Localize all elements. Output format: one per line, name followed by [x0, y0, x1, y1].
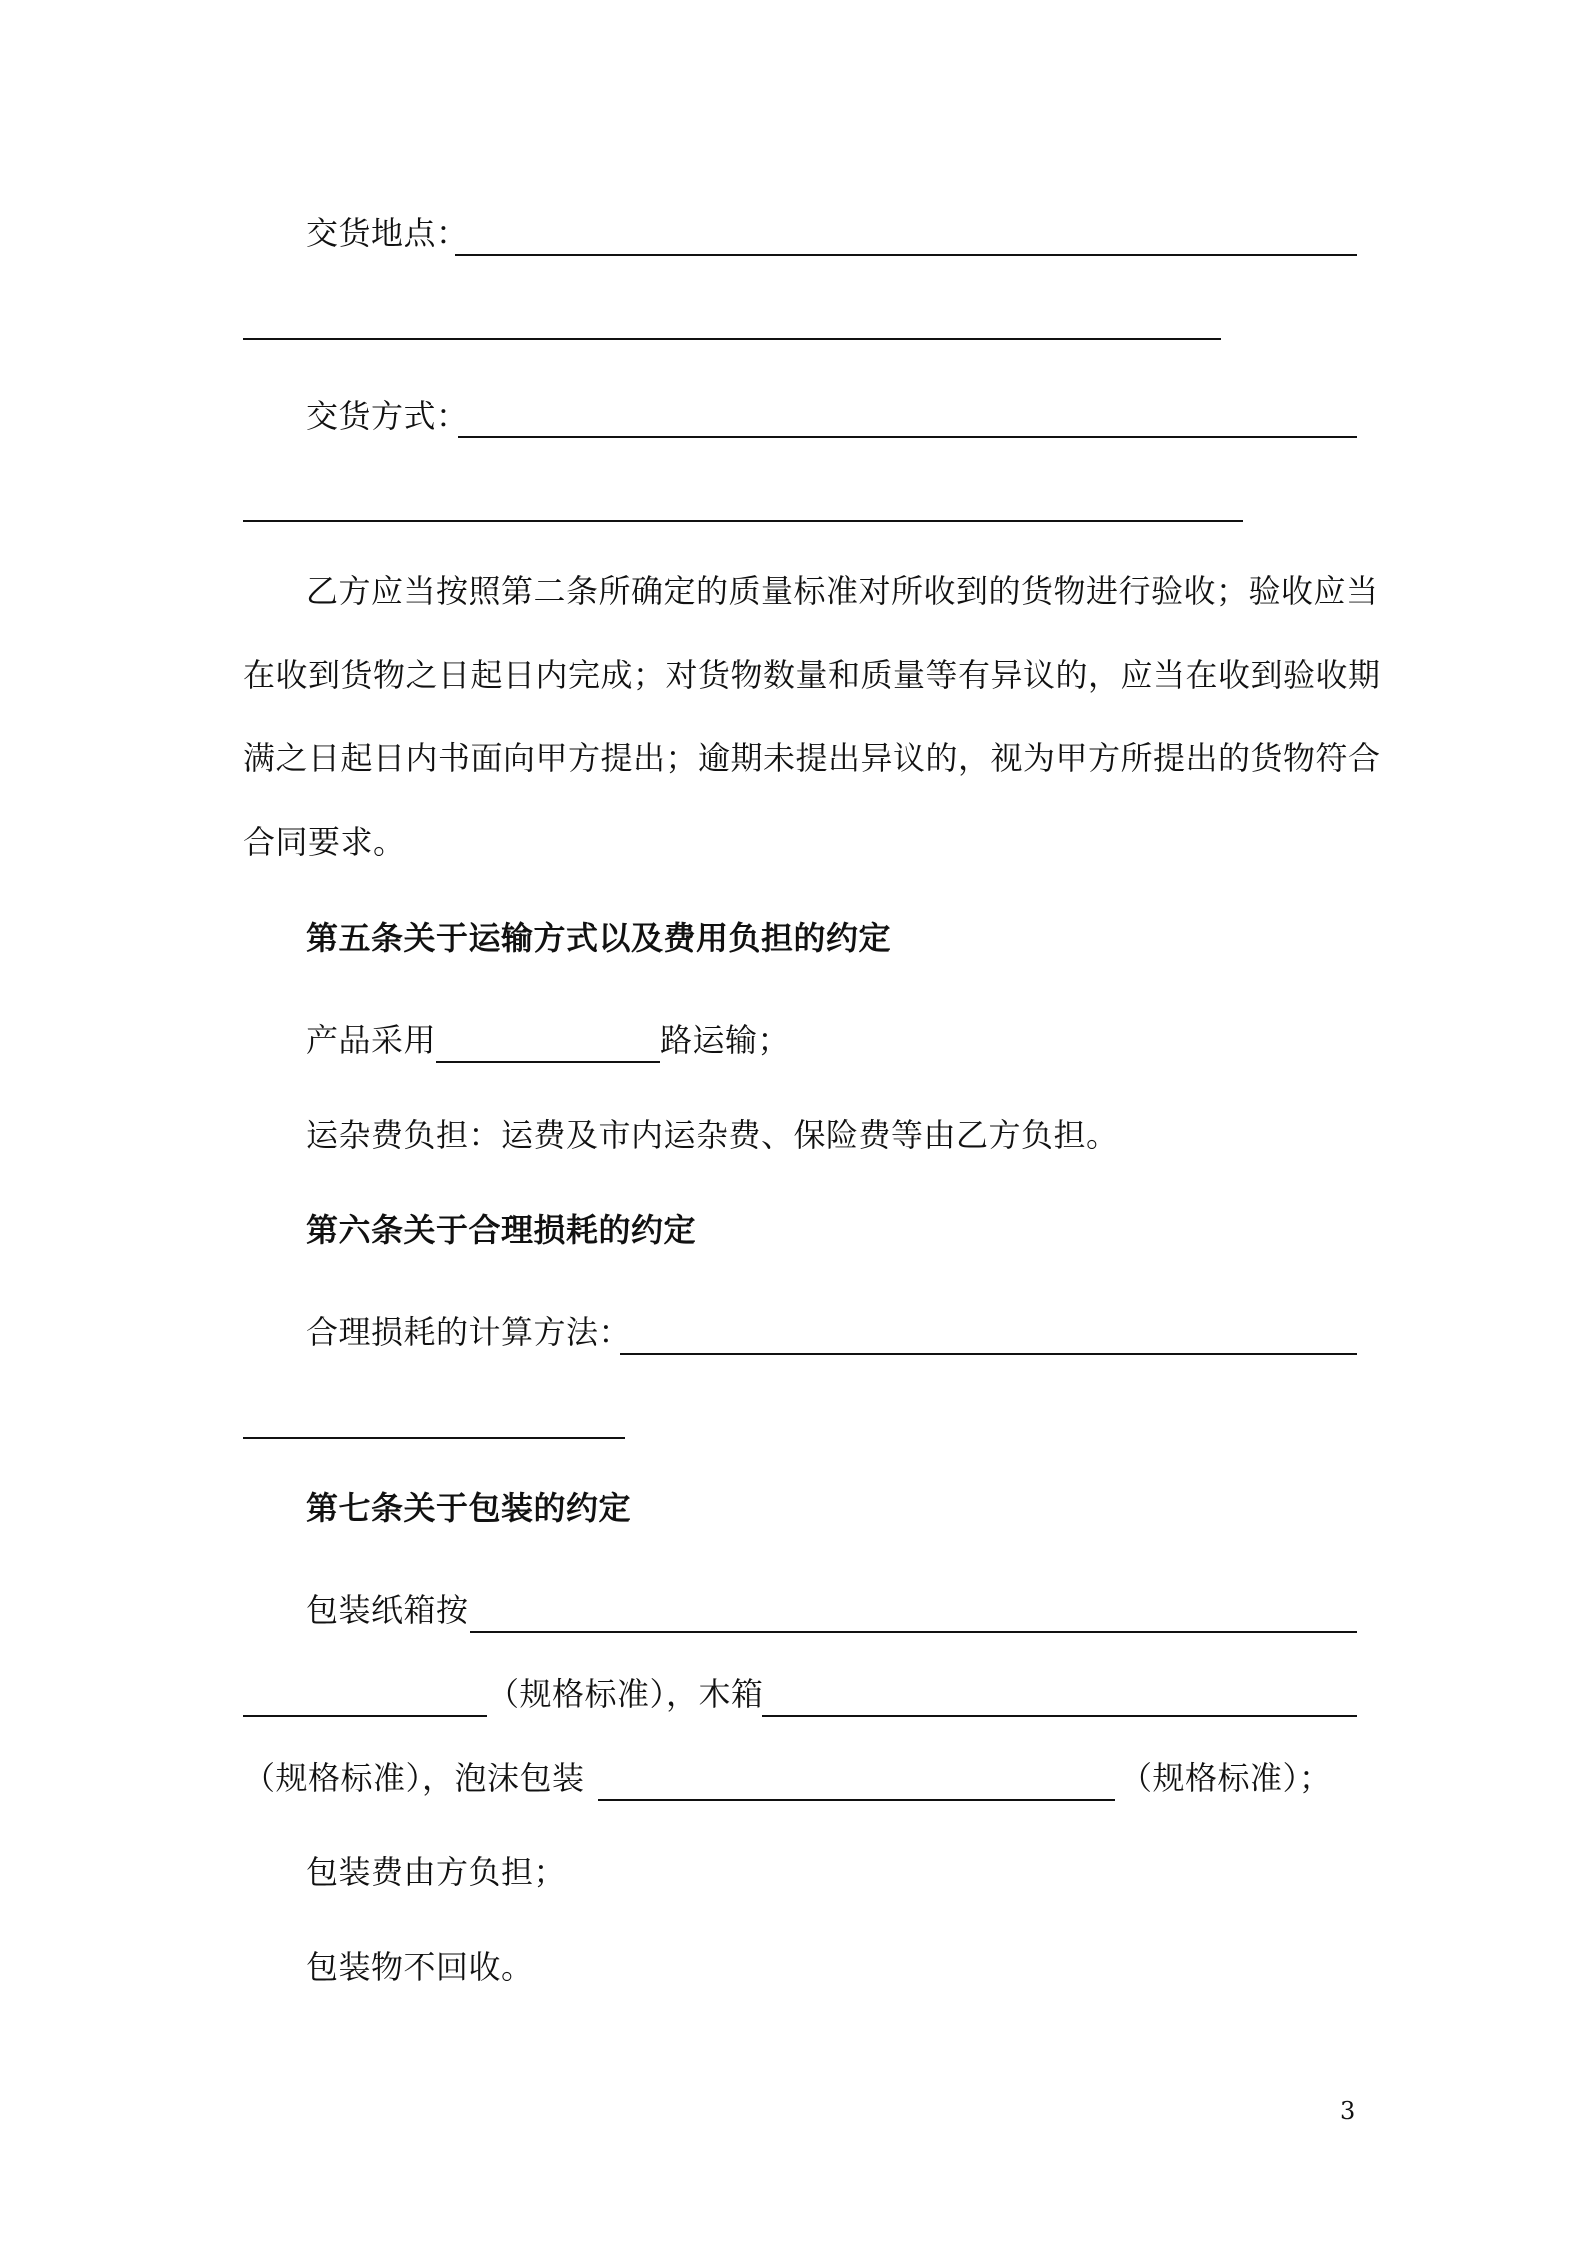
delivery-place-label: 交货地点： [306, 214, 469, 252]
inspection-paragraph-line-1: 乙方应当按照第二条所确定的质量标准对所收到的货物进行验收；验收应当 [306, 572, 1379, 610]
transport-blank-line[interactable] [436, 1061, 660, 1063]
foam-spec-end-text: （规格标准）； [1120, 1759, 1332, 1797]
wood-box-blank-line[interactable] [762, 1715, 1357, 1717]
loss-method-blank-line-2[interactable] [243, 1437, 625, 1439]
article-5-title: 第五条关于运输方式以及费用负担的约定 [306, 919, 892, 957]
freight-text: 运杂费负担：运费及市内运杂费、保险费等由乙方负担。 [306, 1116, 1119, 1154]
inspection-paragraph-line-2: 在收到货物之日起日内完成；对货物数量和质量等有异议的，应当在收到验收期 [243, 656, 1381, 694]
loss-method-label: 合理损耗的计算方法： [306, 1313, 632, 1351]
carton-blank-line[interactable] [470, 1631, 1357, 1633]
transport-prefix: 产品采用 [306, 1021, 437, 1059]
delivery-method-blank-line-2[interactable] [243, 520, 1243, 522]
packaging-fee-text: 包装费由方负担； [306, 1853, 567, 1891]
delivery-place-blank-line-2[interactable] [243, 338, 1221, 340]
delivery-method-label: 交货方式： [306, 397, 469, 435]
delivery-place-blank-line-1[interactable] [455, 254, 1357, 256]
article-6-title: 第六条关于合理损耗的约定 [306, 1211, 697, 1249]
foam-spec-text: （规格标准），泡沫包装 [243, 1759, 585, 1797]
foam-blank-line[interactable] [598, 1799, 1115, 1801]
carton-spec-blank-line[interactable] [243, 1715, 487, 1717]
carton-label: 包装纸箱按 [306, 1591, 469, 1629]
transport-suffix: 路运输； [660, 1021, 791, 1059]
packaging-recycle-text: 包装物不回收。 [306, 1948, 534, 1986]
page-number: 3 [1340, 2097, 1356, 2125]
inspection-paragraph-line-4: 合同要求。 [243, 823, 406, 861]
article-7-title: 第七条关于包装的约定 [306, 1489, 632, 1527]
loss-method-blank-line-1[interactable] [620, 1353, 1357, 1355]
wood-box-spec-text: （规格标准），木箱 [487, 1675, 764, 1713]
inspection-paragraph-line-3: 满之日起日内书面向甲方提出；逾期未提出异议的，视为甲方所提出的货物符合 [243, 739, 1381, 777]
delivery-method-blank-line-1[interactable] [458, 436, 1357, 438]
